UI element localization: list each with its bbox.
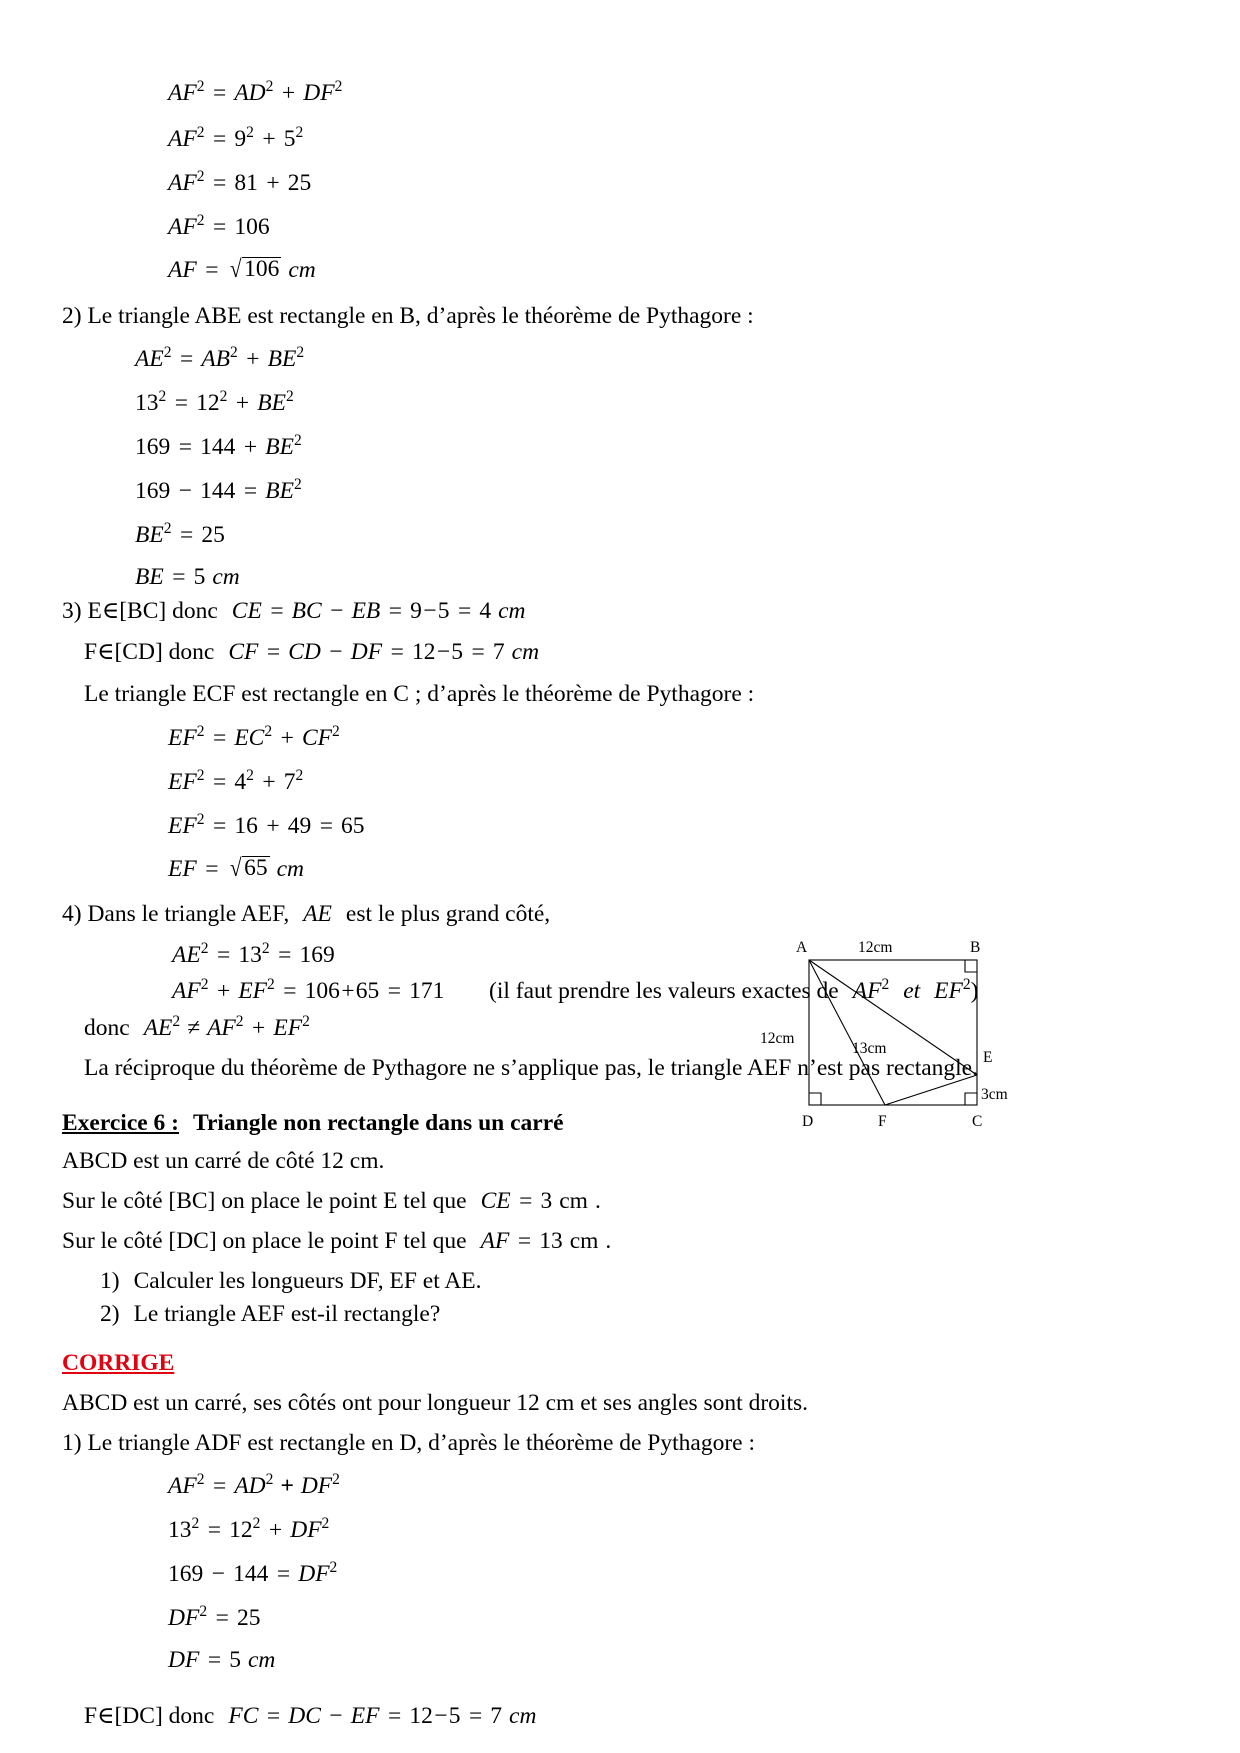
equation-af-4: $AF^2 = 106$ [168,212,270,240]
equation-ae-1: $AE^2 = AB^2 + BE^2$ [135,344,305,372]
corrige-intro: ABCD est un carré, ses côtés ont pour longueur 12 cm et ses angles sont droits. [62,1390,808,1416]
equation-ae-2: $13^2 = 12^2 + BE^2$ [135,388,294,416]
equation-af-2: $AF^2 = 9^2 + 5^2$ [168,124,304,152]
question-2-number: 2) [100,1301,120,1327]
corrige-equation-4: $DF^2 = 25$ [168,1603,261,1631]
step4-donc [84,1013,310,1041]
step4-note-m1: $AF^2$ [852,976,890,1004]
right-angle-d [809,1093,821,1105]
step4-note-text: (il faut prendre les valeurs exactes de [489,978,839,1004]
radicand-65: 65 [244,855,268,881]
vertex-label-b: B [970,939,981,956]
radicand-106: 106 [244,256,280,282]
equation-ae-3: $169 = 144 + BE^2$ [135,432,302,460]
vertex-label-e: E [983,1049,993,1066]
dimension-top-label: 12cm [858,939,893,956]
step3-line3: Le triangle ECF est rectangle en C ; d’après le théorème de Pythagore : [84,681,755,707]
equation-ae-4: $169 - 144 = BE^2$ [135,476,302,504]
segment-ae [809,960,977,1075]
segment-af [809,960,885,1105]
step3-line1-set: [BC] donc [119,598,218,624]
exercice6-question-1 [100,1270,482,1294]
vertex-label-d: D [802,1113,814,1130]
dimension-diagonal-label: 13cm [852,1040,887,1057]
segment-ef [885,1075,977,1105]
step4-intro [62,903,550,927]
exercice6-question-2 [100,1303,440,1327]
equation-be-2: BE = 5 cm [135,564,240,590]
exercice6-statement-line3 [62,1230,611,1254]
step4-intro-math: AE [303,901,332,927]
figure-svg [752,930,1052,1165]
equation-ef-3: $EF^2 = 16 + 49 = 65$ [168,811,365,839]
vertex-label-c: C [972,1113,983,1130]
step2-intro: 2) Le triangle ABE est rectangle en B, d’après le théorème de Pythagore : [62,303,754,329]
corrige-last-line [84,1705,536,1729]
step4-donc-math: $AE^2 \ne AF^2 + EF^2$ [143,1013,310,1041]
step3-line2-prefix: F [84,639,98,665]
question-2-text: Le triangle AEF est-il rectangle? [133,1301,441,1327]
step4-note-et: et [903,978,921,1004]
equation-ae-sq: $AE^2 = 13^2 = 169$ [172,940,335,968]
statement-line2-end: . [594,1188,601,1214]
question-1-text: Calculer les longueurs DF, EF et AE. [133,1268,482,1294]
step3-line1 [62,600,526,624]
equation-af-3: $AF^2 = 81 + 25$ [168,168,312,196]
equation-af-ef-sum: $AF^2 + EF^2 = 106+65 = 171$ [172,976,445,1004]
dimension-left-label: 12cm [760,1030,795,1047]
step3-line2 [84,641,539,665]
equation-be-1: $BE^2 = 25$ [135,520,225,548]
step3-line1-math: CE = BC − EB = 9−5 = 4 cm [231,598,526,624]
equation-af-1: $AF^2 = AD^2 + DF^2$ [168,78,343,106]
exercice6-heading [62,1112,564,1136]
statement-line3-end: . [605,1228,612,1254]
statement-line3-math: AF = 13 cm [480,1228,599,1254]
exercice6-statement-line2 [62,1190,601,1214]
corrige-equation-3: $169 - 144 = DF^2$ [168,1559,338,1587]
dimension-ec-label: 3cm [981,1086,1008,1103]
step3-line2-math: CF = CD − DF = 12−5 = 7 cm [228,639,540,665]
statement-line2-math: CE = 3 cm [480,1188,588,1214]
question-1-number: 1) [100,1268,120,1294]
step4-intro-b: est le plus grand côté, [345,901,551,927]
step4-intro-a: 4) Dans le triangle AEF, [62,901,290,927]
step4-conclusion: La réciproque du théorème de Pythagore ne s’applique pas, le triangle AEF n’est pas rectangle. [84,1055,978,1081]
member-icon-3: ∈ [97,1703,115,1729]
equation-ef-2: $EF^2 = 4^2 + 7^2$ [168,767,304,795]
step3-line1-prefix: 3) E [62,598,102,624]
corrige-step1-intro: 1) Le triangle ADF est rectangle en D, d’après le théorème de Pythagore : [62,1430,755,1456]
statement-line3-a: Sur le côté [DC] on place le point F tel que [62,1228,467,1254]
member-icon: ∈ [101,598,120,624]
corrige-equation-5: DF = 5 cm [168,1647,276,1673]
statement-line2-a: Sur le côté [BC] on place le point E tel que [62,1188,467,1214]
equation-ef-4: EF = √ 65 cm [168,855,305,882]
exercice6-title: Triangle non rectangle dans un carré [193,1110,564,1136]
square-abcd-figure [752,930,1052,1165]
right-angle-c [965,1093,977,1105]
right-angle-b [965,960,977,972]
equation-af-5: AF = √ 106 cm [168,256,316,283]
step4-note-m2: $EF^2$ [934,976,971,1004]
member-icon-2: ∈ [97,639,115,665]
step3-line2-set: [CD] donc [114,639,215,665]
last-line-set: [DC] donc [114,1703,215,1729]
last-line-math: FC = DC − EF = 12−5 = 7 cm [228,1703,537,1729]
last-line-prefix: F [84,1703,98,1729]
step4-donc-label: donc [84,1015,130,1041]
exercice6-label: Exercice 6 : [62,1110,180,1136]
corrige-equation-2: $13^2 = 12^2 + DF^2$ [168,1515,330,1543]
corrige-equation-1: $AF^2 = AD^2 + DF^2$ [168,1471,340,1499]
vertex-label-f: F [878,1113,887,1130]
corrige-title: CORRIGE [62,1350,175,1376]
exercice6-statement-line1: ABCD est un carré de côté 12 cm. [62,1148,385,1174]
vertex-label-a: A [796,939,808,956]
step4-note: (il faut prendre les valeurs exactes de $AF^2$ et $EF^2$) [489,976,979,1004]
equation-ef-1: $EF^2 = EC^2 + CF^2$ [168,723,340,751]
